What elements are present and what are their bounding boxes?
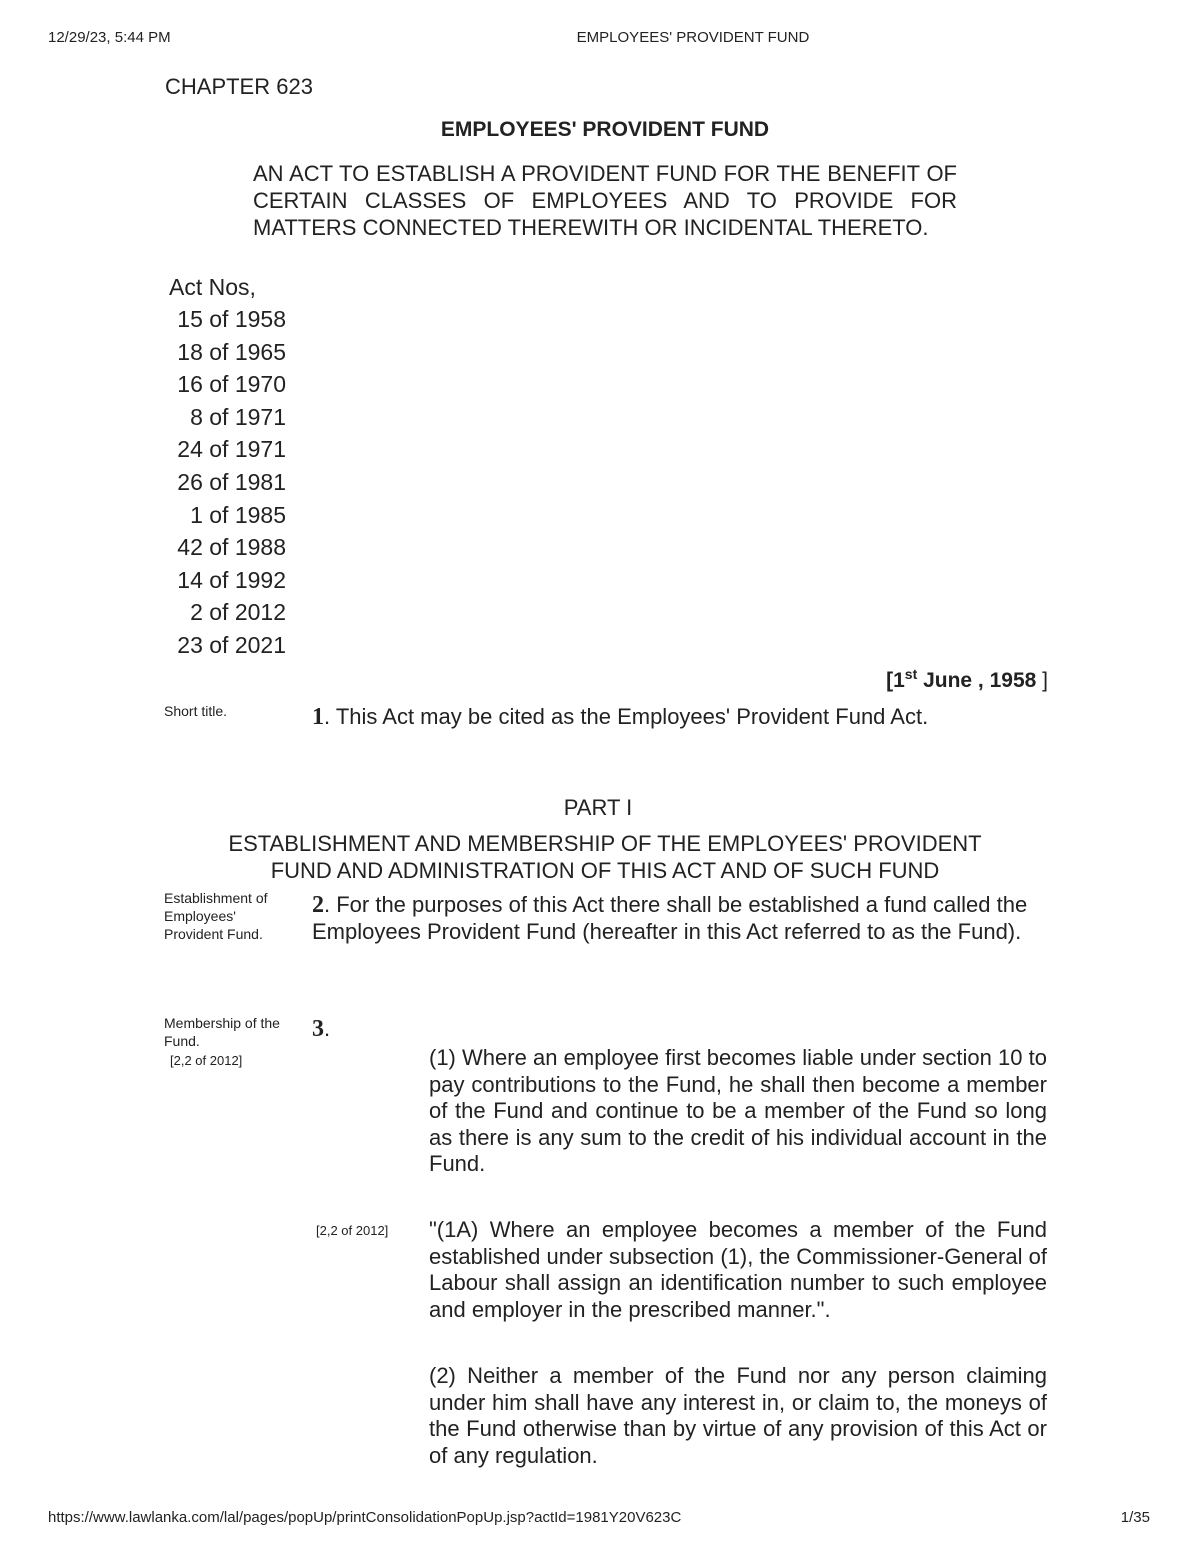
- section-3: [312, 1016, 330, 1043]
- act-no-item: 2 of 2012: [190, 599, 286, 626]
- part-title: PART I: [563, 795, 633, 820]
- act-no-item: 42 of 1988: [177, 534, 286, 561]
- subsection-2: (2) Neither a member of the Fund nor any person claiming under him shall have any interest in, or claim to, the moneys of the Fund otherwise than by virtue of any provision of this Act or of any regulation.: [429, 1363, 1047, 1468]
- print-datetime: 12/29/23, 5:44 PM: [48, 29, 171, 46]
- date-ordinal: st: [904, 666, 918, 682]
- act-no-item: 1 of 1985: [190, 501, 286, 528]
- subsection-1: (1) Where an employee first becomes liable under section 10 to pay contributions to the Fund, he shall then become a member of the Fund and continue to be a member of the Fund so long as there is any sum to the credit of his individual account in the Fund.: [429, 1045, 1047, 1176]
- section-number: 3: [312, 1016, 324, 1042]
- part-subtitle-line: ESTABLISHMENT AND MEMBERSHIP OF THE EMPLOYEES' PROVIDENT: [228, 831, 982, 856]
- act-no-item: 18 of 1965: [177, 338, 286, 365]
- date-rest: June , 1958: [917, 669, 1043, 692]
- margin-note-short-title: Short title.: [164, 703, 228, 719]
- act-no-item: 24 of 1971: [177, 436, 286, 463]
- footer-url: https://www.lawlanka.com/lal/pages/popUp/printConsolidationPopUp.jsp?actId=1981Y20V623C: [48, 1509, 682, 1526]
- section-1: [312, 704, 1048, 731]
- margin-note-membership: Membership of the Fund.: [164, 1015, 280, 1049]
- page-number: 1/35: [1120, 1509, 1150, 1526]
- commencement-date: [700, 666, 1048, 693]
- date-open: [1: [886, 669, 905, 692]
- act-nos-label: Act Nos,: [169, 274, 256, 300]
- act-no-item: 23 of 2021: [177, 631, 286, 658]
- part-subtitle-line: FUND AND ADMINISTRATION OF THIS ACT AND OF SUCH FUND: [270, 858, 940, 883]
- subsection-1a: "(1A) Where an employee becomes a member of the Fund established under subsection (1), the Commissioner-General of Labour shall assign an identification number to such employee and employer in the prescribed manner.".: [429, 1217, 1047, 1322]
- section-text: . This Act may be cited as the Employees' Provident Fund Act.: [324, 704, 929, 729]
- act-no-item: 14 of 1992: [177, 566, 286, 593]
- act-heading: EMPLOYEES' PROVIDENT FUND: [440, 118, 770, 141]
- margin-note-establishment: Establishment of Employees' Provident Fund.: [164, 890, 268, 942]
- act-nos-list: [160, 303, 286, 662]
- section-dot: .: [324, 1016, 331, 1041]
- date-close: ]: [1042, 669, 1048, 692]
- amendment-ref: [2,2 of 2012]: [316, 1223, 389, 1238]
- section-number: 2: [312, 892, 324, 918]
- chapter-number: CHAPTER 623: [165, 74, 313, 99]
- section-2: [312, 892, 1048, 945]
- part-subtitle: [0, 830, 1200, 884]
- act-no-item: 15 of 1958: [177, 306, 286, 332]
- act-no-item: 16 of 1970: [177, 371, 286, 398]
- long-title: AN ACT TO ESTABLISH A PROVIDENT FUND FOR THE BENEFIT OF CERTAIN CLASSES OF EMPLOYEES AND TO PROVIDE FOR MATTERS CONNECTED THEREWITH OR INCIDENTAL THERETO.: [253, 161, 957, 240]
- amendment-ref: [2,2 of 2012]: [170, 1053, 243, 1068]
- act-no-item: 8 of 1971: [190, 403, 286, 430]
- section-text: . For the purposes of this Act there shall be established a fund called the Employees Provident Fund (hereafter in this Act referred to as the Fund).: [312, 892, 1028, 944]
- section-number: 1: [312, 704, 324, 730]
- act-no-item: 26 of 1981: [177, 468, 286, 495]
- print-header-title: EMPLOYEES' PROVIDENT FUND: [576, 29, 810, 46]
